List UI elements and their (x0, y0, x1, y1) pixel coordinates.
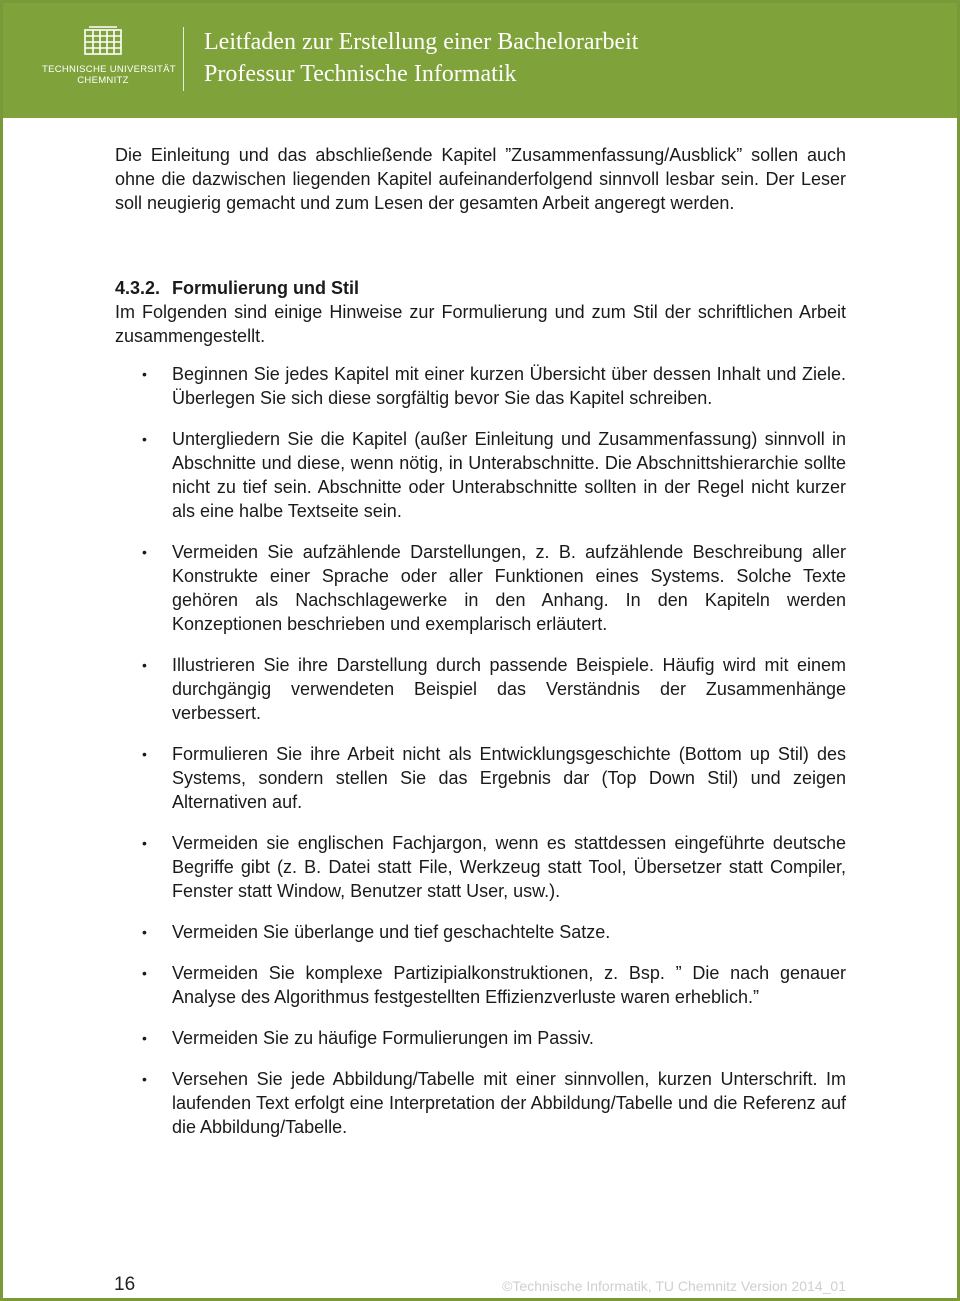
header-divider (183, 27, 184, 91)
list-item-text: Versehen Sie jede Abbildung/Tabelle mit einer sinnvollen, kurzen Unterschrift. Im laufenden Text erfolgt eine Interpretation der Abbildung/Tabelle und die Referenz auf die Abbildung/Tabelle. (172, 1069, 846, 1137)
bullet-icon: • (142, 924, 147, 940)
bullet-icon: • (142, 657, 147, 673)
page-number: 16 (114, 1274, 136, 1295)
list-item-text: Vermeiden Sie aufzählende Darstellungen, z. B. aufzählende Beschreibung aller Konstrukte einer Sprache oder aller Funktionen eines Systems. Solche Texte gehören als Nachschlagewerke in den Anhang. In den Kapiteln werden Konzeptionen beschrieben und exemplarisch erläutert. (172, 542, 846, 634)
document-title-line2: Professur Technische Informatik (204, 61, 517, 87)
list-item (115, 1067, 846, 1139)
section-number: 4.3.2. (115, 278, 161, 298)
document-title (204, 26, 638, 90)
logo-text-line1: TECHNISCHE UNIVERSITÄT (42, 64, 176, 75)
list-item (115, 831, 846, 903)
bullet-icon: • (142, 366, 147, 382)
list-item-text: Vermeiden sie englischen Fachjargon, wenn es stattdessen eingeführte deutsche Begriffe gibt (z. B. Datei statt File, Werkzeug statt Tool, Übersetzer statt Compiler, Fenster statt Window, Benutzer statt User, usw.). (172, 833, 846, 901)
intro-paragraph: Die Einleitung und das abschließende Kapitel ”Zusammenfassung/Ausblick” sollen auch ohne die dazwischen liegenden Kapitel aufeinanderfolgend sinnvoll lesbar sein. Der Leser soll neugierig gemacht und zum Lesen der gesamten Arbeit angeregt werden. (115, 145, 846, 213)
list-item-text: Vermeiden Sie zu häufige Formulierungen im Passiv. (172, 1028, 594, 1048)
university-building-icon (83, 26, 123, 56)
section-title: Formulierung und Stil (172, 278, 359, 298)
list-item-text: Vermeiden Sie komplexe Partizipialkonstruktionen, z. Bsp. ” Die nach genauer Analyse des Algorithmus festgestellten Effizienzverluste waren erheblich.” (172, 963, 846, 1007)
bullet-list (115, 362, 846, 1139)
document-body (115, 143, 846, 1156)
list-item-text: Formulieren Sie ihre Arbeit nicht als Entwicklungsgeschichte (Bottom up Stil) des Systems, sondern stellen Sie das Ergebnis dar (Top Down Stil) und zeigen Alternativen auf. (172, 744, 846, 812)
list-item (115, 540, 846, 636)
bullet-icon: • (142, 835, 147, 851)
list-item (115, 1026, 846, 1050)
bullet-icon: • (142, 544, 147, 560)
section-intro-paragraph: Im Folgenden sind einige Hinweise zur Formulierung und zum Stil der schriftlichen Arbeit zusammengestellt. (115, 302, 846, 346)
list-item-text: Beginnen Sie jedes Kapitel mit einer kurzen Übersicht über dessen Inhalt und Ziele. Überlegen Sie sich diese sorgfältig bevor Sie das Kapitel schreiben. (172, 364, 846, 408)
list-item-text: Illustrieren Sie ihre Darstellung durch passende Beispiele. Häufig wird mit einem durchgängig verwendeten Beispiel das Verständnis der Zusammenhänge verbessert. (172, 655, 846, 723)
logo-text-line2: CHEMNITZ (77, 75, 129, 86)
university-logo (42, 26, 176, 94)
bullet-icon: • (142, 746, 147, 762)
list-item (115, 653, 846, 725)
list-item (115, 362, 846, 410)
document-title-line1: Leitfaden zur Erstellung einer Bachelorarbeit (204, 29, 639, 55)
section-heading (115, 276, 846, 300)
list-item (115, 427, 846, 523)
page-header (0, 0, 960, 118)
bullet-icon: • (142, 1071, 147, 1087)
bullet-icon: • (142, 431, 147, 447)
copyright-notice: ©Technische Informatik, TU Chemnitz Version 2014_01 (502, 1278, 846, 1294)
bullet-icon: • (142, 1030, 147, 1046)
bullet-icon: • (142, 965, 147, 981)
list-item-text: Untergliedern Sie die Kapitel (außer Einleitung und Zusammenfassung) sinnvoll in Abschnitte und diese, wenn nötig, in Unterabschnitte. Die Abschnittshierarchie sollte nicht zu tief sein. Abschnitte oder Unterabschnitte sollten in der Regel nicht kurzer als eine halbe Textseite sein. (172, 429, 846, 521)
list-item (115, 961, 846, 1009)
list-item (115, 742, 846, 814)
list-item (115, 920, 846, 944)
list-item-text: Vermeiden Sie überlange und tief geschachtelte Satze. (172, 922, 611, 942)
